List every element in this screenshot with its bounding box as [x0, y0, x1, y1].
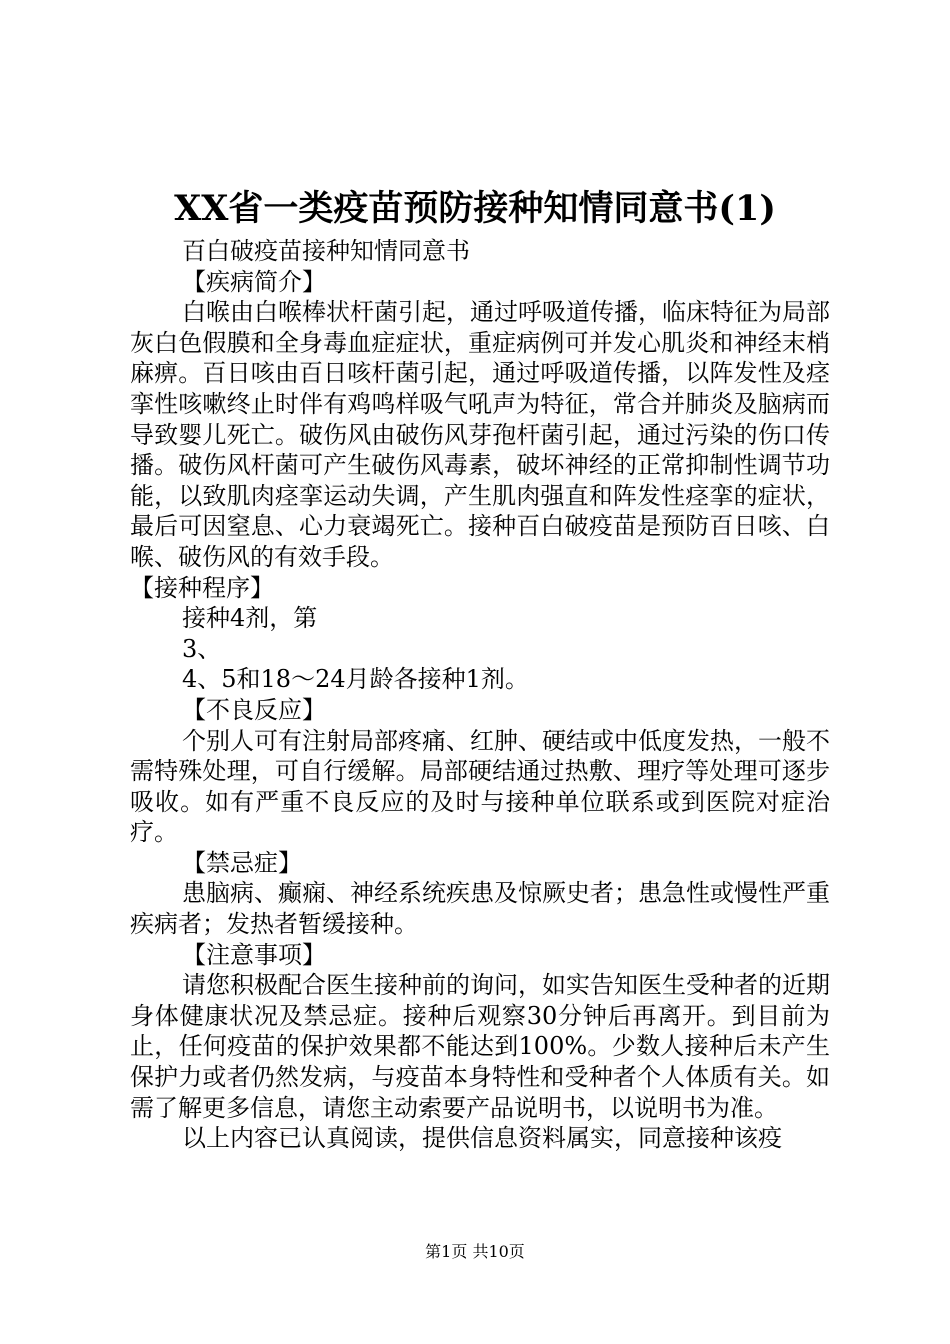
procedure-line-1: 接种4剂，第 [182, 604, 318, 633]
section-heading-contraindication: 【禁忌症】 [182, 848, 302, 877]
section-heading-notes: 【注意事项】 [182, 940, 326, 969]
document-subtitle: 百白破疫苗接种知情同意书 [182, 237, 470, 265]
section-heading-procedure: 【接种程序】 [130, 573, 274, 602]
section-text-notes: 请您积极配合医生接种前的询问，如实告知医生受种者的近期身体健康状况及禁忌症。接种后观察30分钟后再离开。到目前为止，任何疫苗的保护效果都不能达到100%。少数人接种后未产生保护力或者仍然发病，与疫苗本身特性和受种者个人体质有关。如需了解更多信息，请您主动索要产品说明书，以说明书为准。 [130, 971, 830, 1122]
section-heading-disease: 【疾病简介】 [182, 267, 326, 296]
section-text-disease: 白喉由白喉棒状杆菌引起，通过呼吸道传播，临床特征为局部灰白色假膜和全身毒血症症状，重症病例可并发心肌炎和神经末梢麻痹。百日咳由百日咳杆菌引起，通过呼吸道传播，以阵发性及痉挛性咳嗽终止时伴有鸡鸣样吸气吼声为特征，常合并肺炎及脑病而导致婴儿死亡。破伤风由破伤风芽孢杆菌引起，通过污染的伤口传播。破伤风杆菌可产生破伤风毒素，破坏神经的正常抑制性调节功能，以致肌肉痉挛运动失调，产生肌肉强直和阵发性痉挛的症状，最后可因窒息、心力衰竭死亡。接种百白破疫苗是预防百日咳、白喉、破伤风的有效手段。 [130, 298, 830, 571]
section-text-reaction: 个别人可有注射局部疼痛、红肿、硬结或中低度发热，一般不需特殊处理，可自行缓解。局部硬结通过热敷、理疗等处理可逐步吸收。如有严重不良反应的及时与接种单位联系或到医院对症治疗。 [130, 726, 830, 847]
document-body [130, 236, 830, 1154]
procedure-line-2: 3、 [182, 634, 222, 663]
document-title: XX省一类疫苗预防接种知情同意书(1) [174, 188, 776, 229]
page-footer: 第1页 共10页 [425, 1242, 525, 1261]
section-heading-reaction: 【不良反应】 [182, 695, 326, 724]
procedure-line-3: 4、5和18～24月龄各接种1剂。 [182, 665, 529, 694]
consent-text: 以上内容已认真阅读，提供信息资料属实，同意接种该疫 [182, 1124, 782, 1153]
section-text-contraindication: 患脑病、癫痫、神经系统疾患及惊厥史者；患急性或慢性严重疾病者；发热者暂缓接种。 [130, 879, 830, 939]
